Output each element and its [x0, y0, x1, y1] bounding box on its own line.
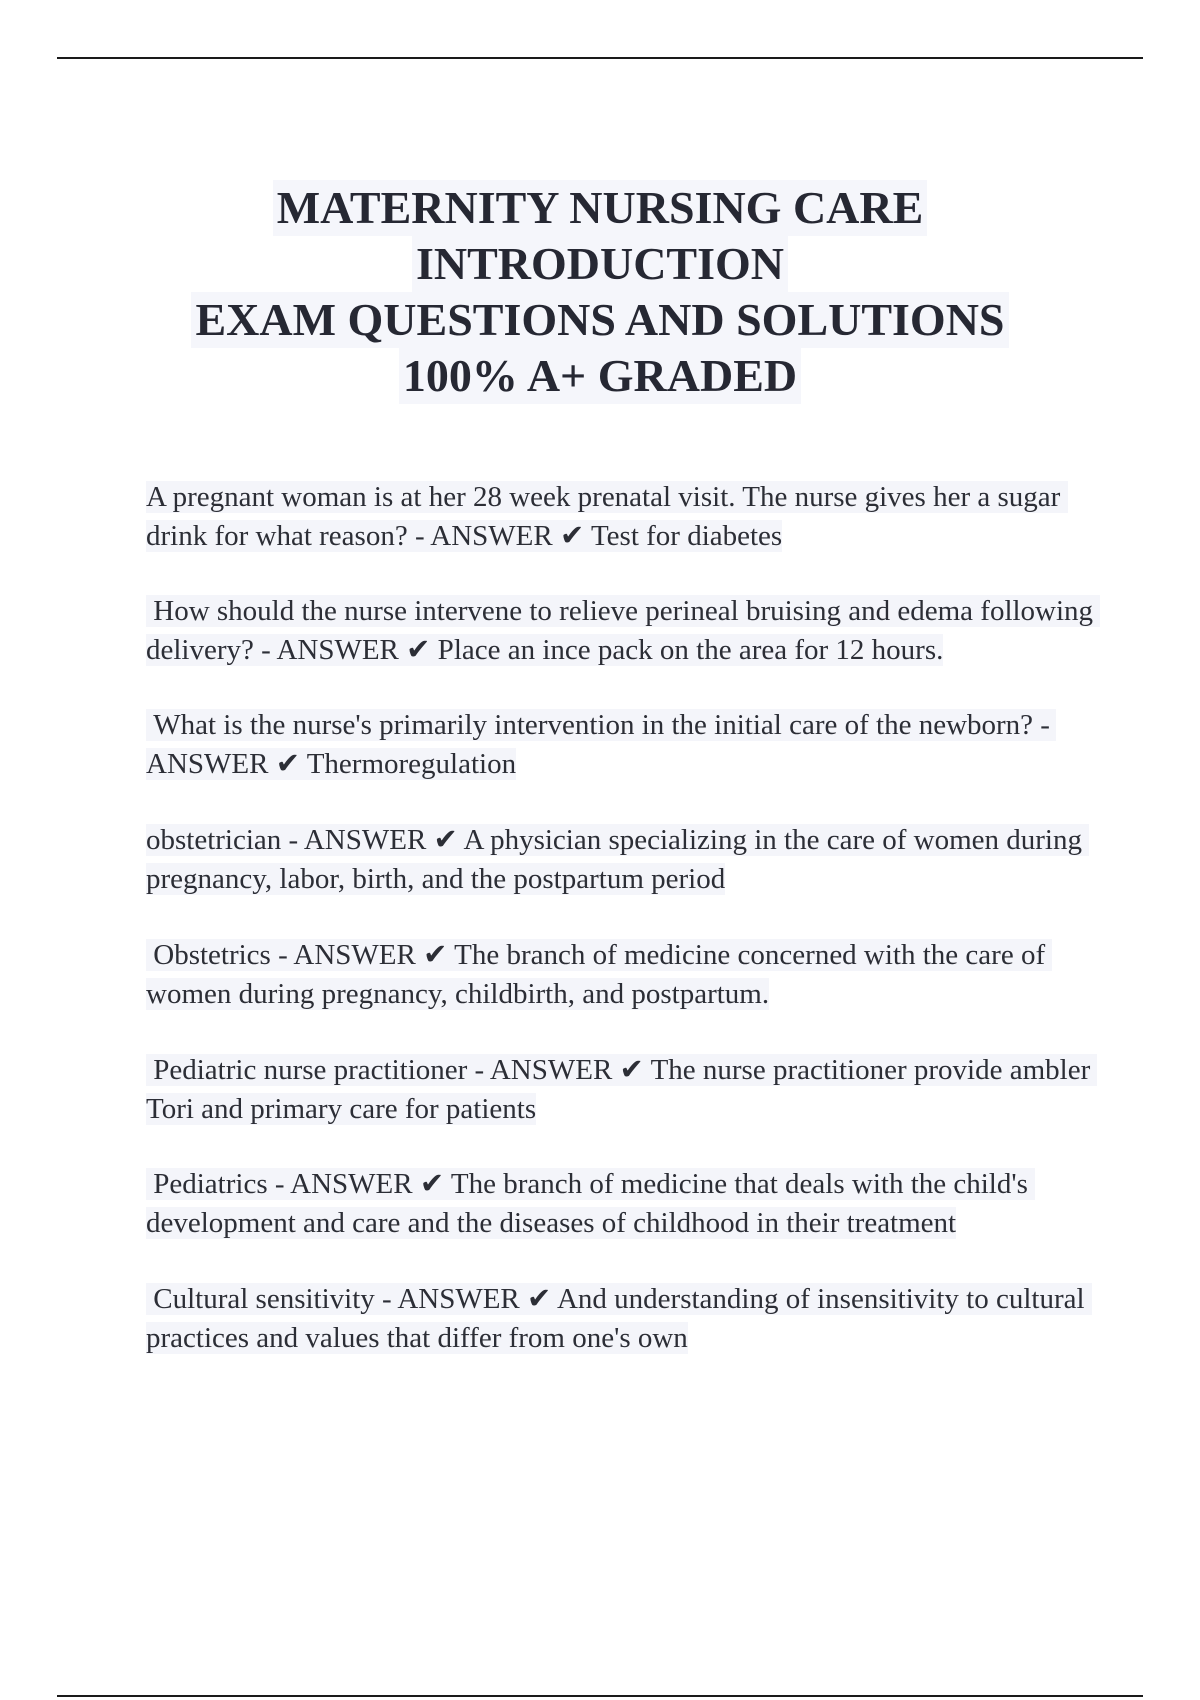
bottom-rule [57, 1695, 1143, 1697]
title-line [60, 348, 1140, 404]
title-line [60, 180, 1140, 236]
qa-item-text: obstetrician - ANSWER ✔ A physician specializing in the care of women during pregnancy, labor, birth, and the postpartum period [146, 824, 1090, 895]
title-line [60, 236, 1140, 292]
title-line-text: EXAM QUESTIONS AND SOLUTIONS [191, 292, 1008, 348]
qa-item-text: Cultural sensitivity - ANSWER ✔ And understanding of insensitivity to cultural practices and values that differ from one's own [146, 1283, 1092, 1354]
qa-item [146, 478, 1096, 555]
qa-item [146, 936, 1096, 1013]
title-line-text: INTRODUCTION [412, 236, 788, 292]
qa-item-text: Pediatric nurse practitioner - ANSWER ✔ The nurse practitioner provide ambler Tori and primary care for patients [146, 1054, 1097, 1125]
qa-item-text: A pregnant woman is at her 28 week prenatal visit. The nurse gives her a sugar drink for what reason? - ANSWER ✔ Test for diabetes [146, 481, 1068, 552]
qa-item [146, 1280, 1096, 1357]
qa-item-text: How should the nurse intervene to relieve perineal bruising and edema following delivery? - ANSWER ✔ Place an ince pack on the area for 12 hours. [146, 595, 1101, 666]
top-rule [57, 57, 1143, 59]
qa-item [146, 1051, 1096, 1128]
qa-item [146, 1165, 1096, 1242]
qa-item-text: What is the nurse's primarily intervention in the initial care of the newborn? - ANSWER ✔ Thermoregulation [146, 709, 1056, 780]
qa-item [146, 592, 1101, 669]
qa-item-text: Pediatrics - ANSWER ✔ The branch of medicine that deals with the child's development and care and the diseases of childhood in their treatment [146, 1168, 1036, 1239]
title-line-text: 100% A+ GRADED [399, 348, 801, 404]
title-line [60, 292, 1140, 348]
qa-item-text: Obstetrics - ANSWER ✔ The branch of medicine concerned with the care of women during pregnancy, childbirth, and postpartum. [146, 939, 1053, 1010]
qa-item [146, 821, 1096, 898]
document-title [60, 180, 1140, 404]
qa-item [146, 706, 1096, 783]
title-line-text: MATERNITY NURSING CARE [273, 180, 928, 236]
question-answer-list [146, 478, 1101, 1357]
